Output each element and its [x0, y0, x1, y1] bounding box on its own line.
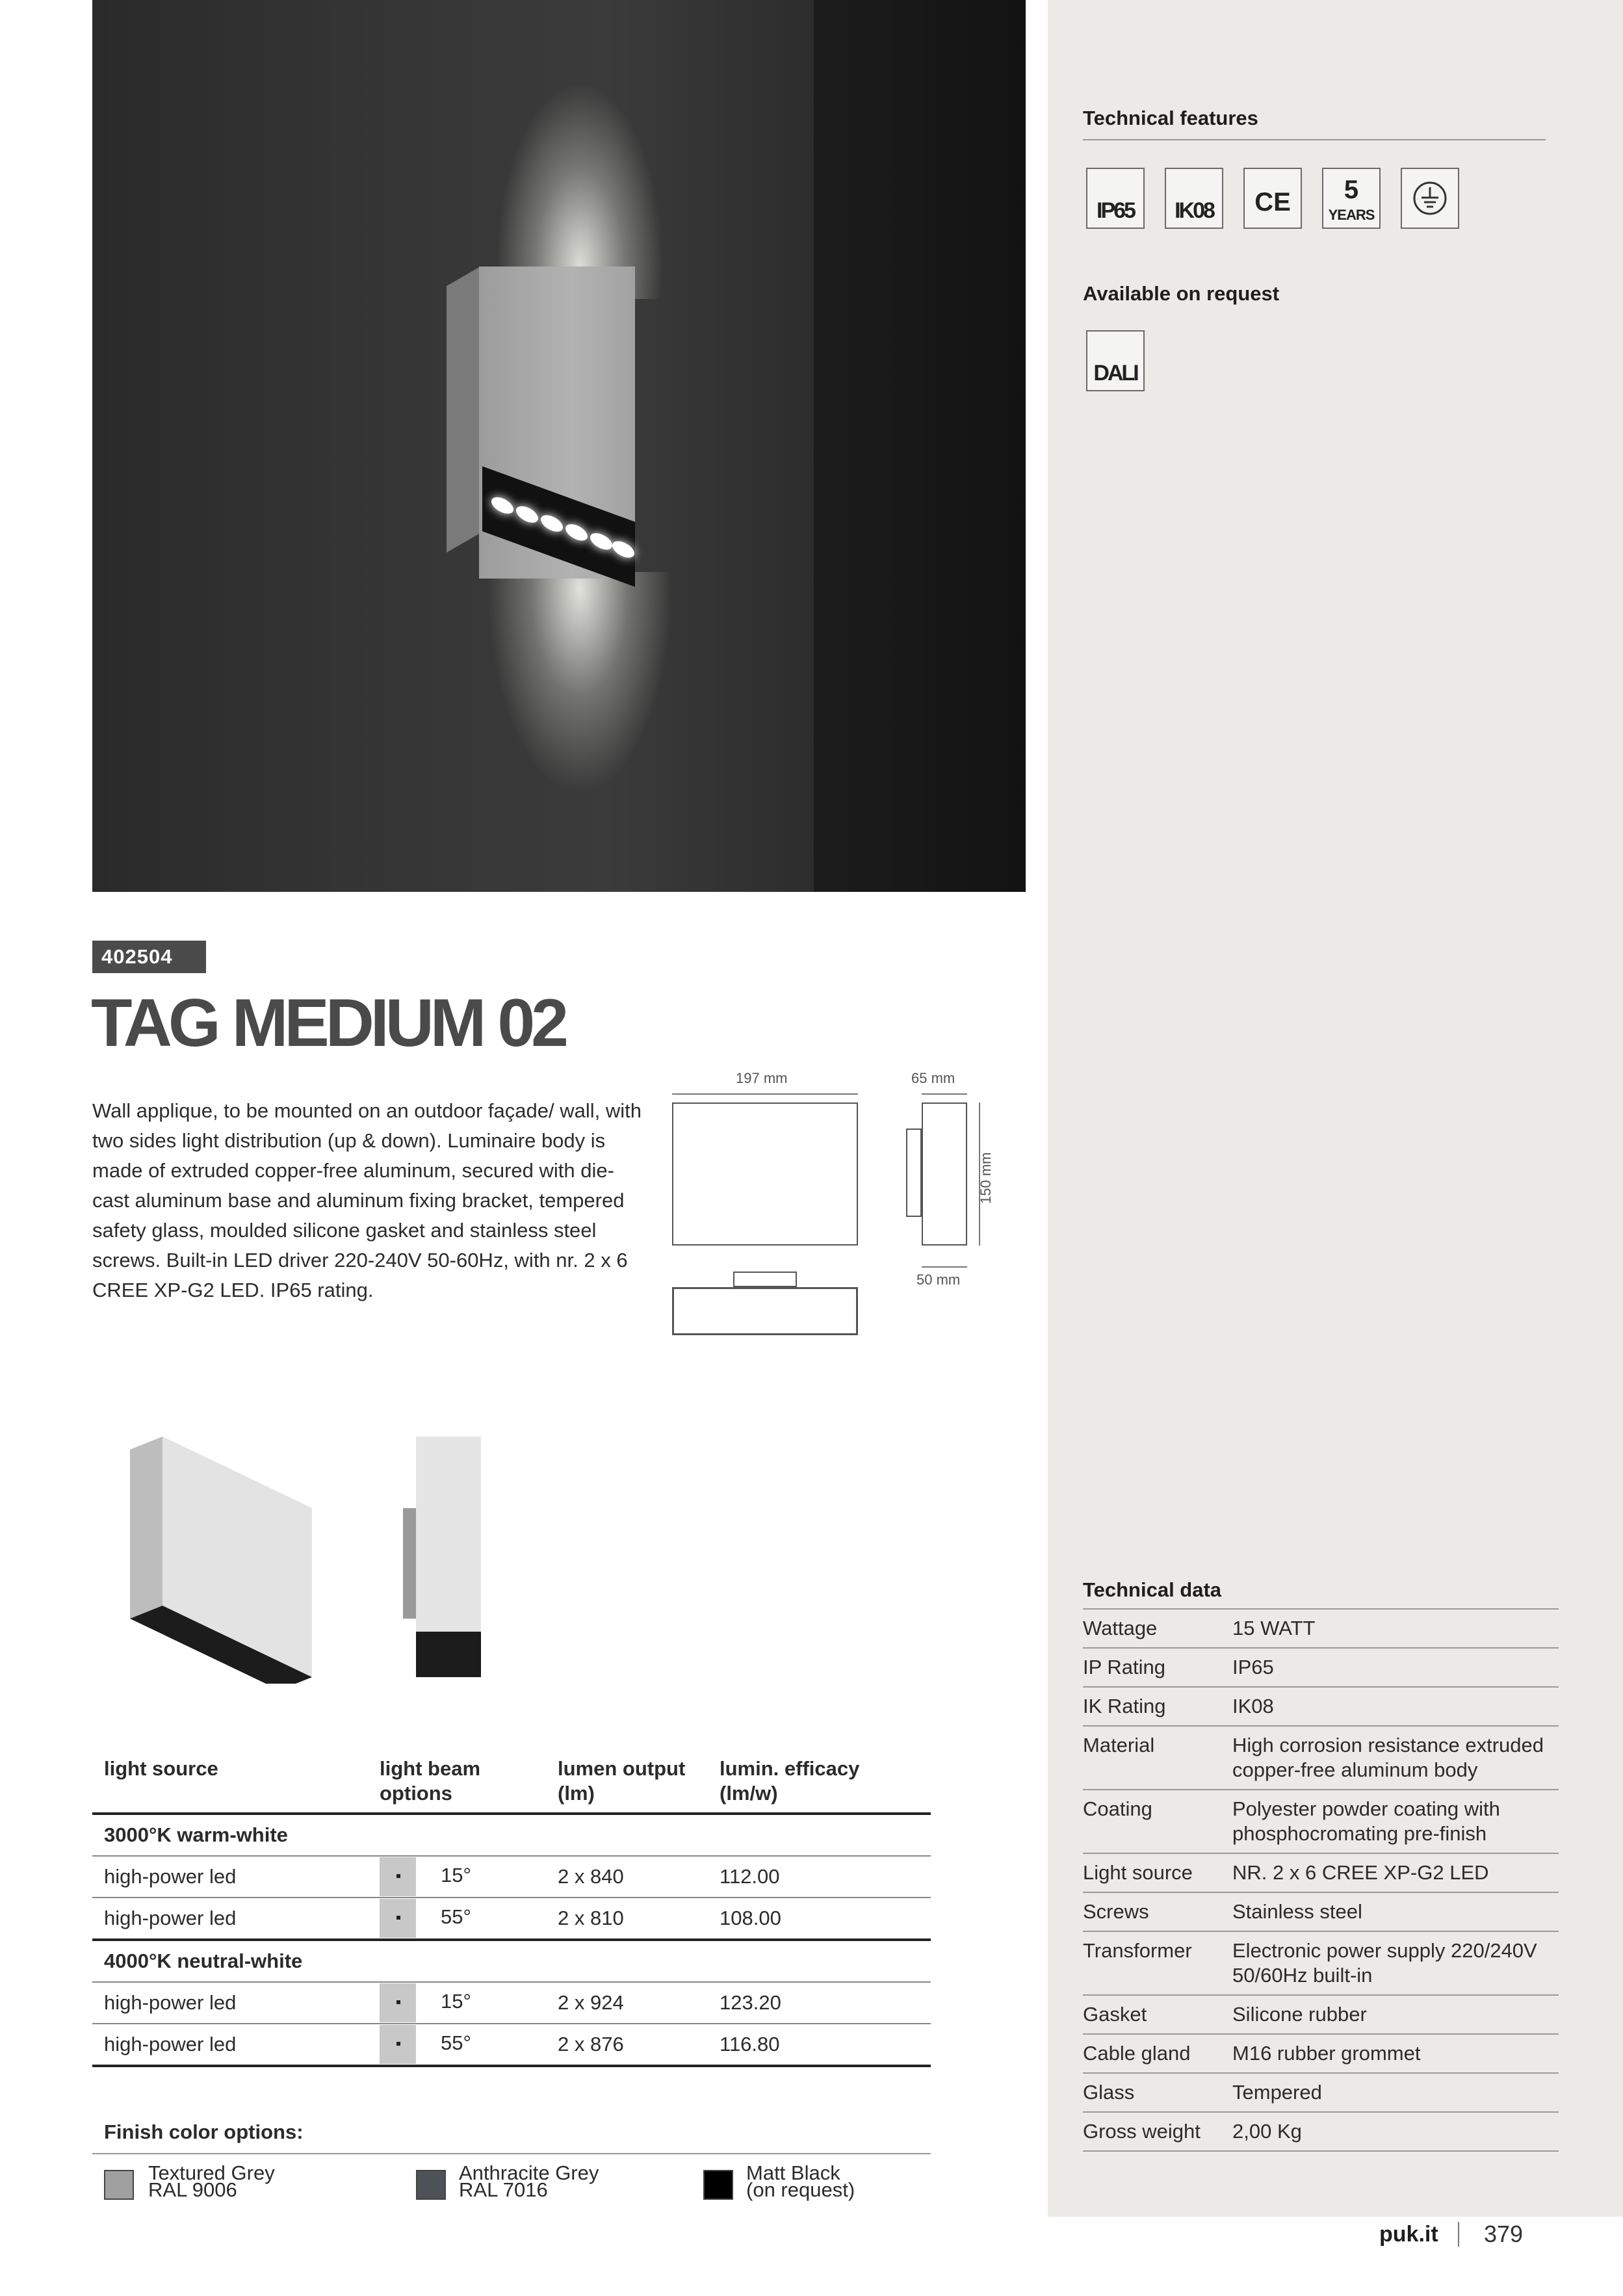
table-group-row — [92, 1814, 931, 1856]
side-base-view — [906, 1128, 922, 1217]
beam-narrow-icon — [380, 1857, 416, 1896]
table-row — [1083, 1790, 1559, 1853]
table-row — [1083, 2112, 1559, 2151]
beam-narrow-icon — [380, 1983, 416, 2022]
spec-value: 15 WATT — [1232, 1609, 1559, 1648]
table-header-row — [92, 1749, 931, 1814]
table-row — [1083, 1726, 1559, 1790]
spec-key: IP Rating — [1083, 1648, 1232, 1687]
spec-key: Material — [1083, 1726, 1232, 1790]
spec-key: Gross weight — [1083, 2112, 1232, 2151]
cell-beam — [368, 2024, 546, 2066]
header-light-source: light source — [92, 1749, 368, 1814]
spec-key: Light source — [1083, 1853, 1232, 1892]
finish-name: Anthracite Grey — [459, 2161, 599, 2184]
spec-key: Wattage — [1083, 1609, 1232, 1648]
spec-key: Transformer — [1083, 1931, 1232, 1995]
spec-value: Silicone rubber — [1232, 1995, 1559, 2034]
depth-dimension: 65 mm — [911, 1070, 955, 1086]
swatch-anthracite-grey — [416, 2170, 446, 2200]
group-label: 4000°K neutral-white — [92, 1940, 931, 1982]
technical-data-table — [1083, 1608, 1559, 2152]
spec-value: High corrosion resistance extruded copper-free aluminum body — [1232, 1726, 1559, 1790]
cell-source: high-power led — [92, 1898, 368, 1940]
led-dot — [590, 530, 612, 553]
cell-efficacy: 108.00 — [708, 1898, 931, 1940]
spec-value: Stainless steel — [1232, 1892, 1559, 1931]
product-hero-photo — [92, 0, 1026, 892]
spec-key: Screws — [1083, 1892, 1232, 1931]
available-on-request-title: Available on request — [1083, 282, 1280, 305]
dimension-line — [922, 1093, 967, 1095]
spec-key: Glass — [1083, 2073, 1232, 2112]
product-title: TAG MEDIUM 02 — [91, 985, 565, 1061]
height-dimension: 150 mm — [978, 1152, 994, 1204]
cell-lumen: 2 x 810 — [546, 1898, 708, 1940]
table-row — [1083, 1995, 1559, 2034]
table-row — [1083, 2034, 1559, 2073]
swatch-textured-grey — [104, 2170, 134, 2200]
table-row — [1083, 1609, 1559, 1648]
table-row — [92, 1982, 931, 2024]
front-view — [672, 1102, 858, 1246]
footer-divider — [1458, 2222, 1459, 2247]
finish-code: (on request) — [746, 2178, 855, 2201]
spec-value: 2,00 Kg — [1232, 2112, 1559, 2151]
header-lumen-output: lumen output (lm) — [546, 1749, 708, 1814]
swatch-matt-black — [703, 2170, 733, 2200]
cell-efficacy: 123.20 — [708, 1982, 931, 2024]
table-group-row — [92, 1940, 931, 1982]
spec-value: M16 rubber grommet — [1232, 2034, 1559, 2073]
footer-website[interactable]: puk.it — [1379, 2222, 1438, 2247]
table-row — [92, 1856, 931, 1898]
light-beam-down — [443, 572, 716, 892]
cell-beam — [368, 1856, 546, 1898]
cell-beam — [368, 1982, 546, 2024]
lamp-side-face — [447, 267, 479, 553]
divider — [1083, 139, 1546, 140]
dimension-line — [922, 1266, 967, 1268]
beam-wide-icon — [380, 2025, 416, 2064]
product-description: Wall applique, to be mounted on an outdoor façade/ wall, with two sides light distribution (up & down). Luminaire body is made of extruded copper-free aluminum, secured with die-cast aluminum base and aluminum fixing bracket, tempered safety glass, moulded silicone gasket and stainless steel screws. Built-in LED driver 220-240V 50-60Hz, with nr. 2 x 6 CREE XP-G2 LED. IP65 rating. — [92, 1099, 642, 1301]
product-code: 402504 — [92, 941, 206, 973]
cell-lumen: 2 x 876 — [546, 2024, 708, 2066]
ip65-icon: IP65 — [1086, 168, 1145, 229]
earth-ground-icon — [1401, 168, 1459, 229]
led-dot — [565, 521, 588, 543]
led-dot — [516, 503, 538, 525]
header-luminous-efficacy: lumin. efficacy (lm/w) — [708, 1749, 931, 1814]
table-row — [1083, 1648, 1559, 1687]
light-beam-up — [456, 0, 703, 299]
warranty-icon: 5 YEARS — [1322, 168, 1381, 229]
led-dot — [541, 512, 563, 534]
cell-lumen: 2 x 840 — [546, 1856, 708, 1898]
group-label: 3000°K warm-white — [92, 1814, 931, 1856]
spec-key: Cable gland — [1083, 2034, 1232, 2073]
table-row — [92, 2024, 931, 2066]
spec-value: IK08 — [1232, 1687, 1559, 1726]
technical-data-title: Technical data — [1083, 1578, 1222, 1601]
table-row — [1083, 1687, 1559, 1726]
finish-name: Matt Black — [746, 2161, 840, 2184]
beam-value: 55° — [441, 2031, 471, 2055]
table-row — [1083, 1931, 1559, 1995]
cell-efficacy: 112.00 — [708, 1856, 931, 1898]
light-options-table — [92, 1749, 931, 2067]
product-render-side — [396, 1437, 494, 1684]
bottom-view — [672, 1287, 858, 1335]
product-render-front — [117, 1437, 312, 1684]
dimension-line — [672, 1093, 858, 1095]
led-dot — [612, 538, 634, 560]
finish-option-label — [746, 2161, 855, 2201]
side-view — [922, 1102, 967, 1246]
spec-key: Coating — [1083, 1790, 1232, 1853]
bracket-view — [733, 1272, 797, 1287]
spec-value: NR. 2 x 6 CREE XP-G2 LED — [1232, 1853, 1559, 1892]
spec-value: Polyester powder coating with phosphocromating pre-finish — [1232, 1790, 1559, 1853]
finish-option-label — [148, 2161, 275, 2201]
spec-key: Gasket — [1083, 1995, 1232, 2034]
finish-code: RAL 9006 — [148, 2178, 237, 2201]
wall-shadow — [814, 0, 1026, 892]
dali-icon: DALI — [1086, 330, 1145, 391]
table-row — [1083, 1853, 1559, 1892]
cell-source: high-power led — [92, 1856, 368, 1898]
cell-beam — [368, 1898, 546, 1940]
divider — [92, 2153, 931, 2154]
spec-key: IK Rating — [1083, 1687, 1232, 1726]
beam-wide-icon — [380, 1899, 416, 1938]
cell-source: high-power led — [92, 2024, 368, 2066]
cell-lumen: 2 x 924 — [546, 1982, 708, 2024]
ik08-icon: IK08 — [1165, 168, 1223, 229]
led-dot — [491, 494, 513, 516]
ce-mark-icon: CE — [1243, 168, 1302, 229]
cell-source: high-power led — [92, 1982, 368, 2024]
beam-value: 15° — [441, 1990, 471, 2013]
table-row — [1083, 1892, 1559, 1931]
cell-efficacy: 116.80 — [708, 2024, 931, 2066]
beam-value: 15° — [441, 1864, 471, 1887]
header-light-beam: light beam options — [368, 1749, 546, 1814]
finish-option-label — [459, 2161, 599, 2201]
base-dimension: 50 mm — [916, 1272, 961, 1288]
table-row — [92, 1898, 931, 1940]
table-row — [1083, 2073, 1559, 2112]
finish-code: RAL 7016 — [459, 2178, 548, 2201]
finish-name: Textured Grey — [148, 2161, 275, 2184]
width-dimension: 197 mm — [736, 1070, 788, 1086]
technical-features-title: Technical features — [1083, 107, 1258, 129]
spec-value: Tempered — [1232, 2073, 1559, 2112]
page-number: 379 — [1484, 2221, 1524, 2247]
finish-title: Finish color options: — [104, 2120, 304, 2143]
spec-value: Electronic power supply 220/240V 50/60Hz built-in — [1232, 1931, 1559, 1995]
beam-value: 55° — [441, 1905, 471, 1929]
spec-value: IP65 — [1232, 1648, 1559, 1687]
